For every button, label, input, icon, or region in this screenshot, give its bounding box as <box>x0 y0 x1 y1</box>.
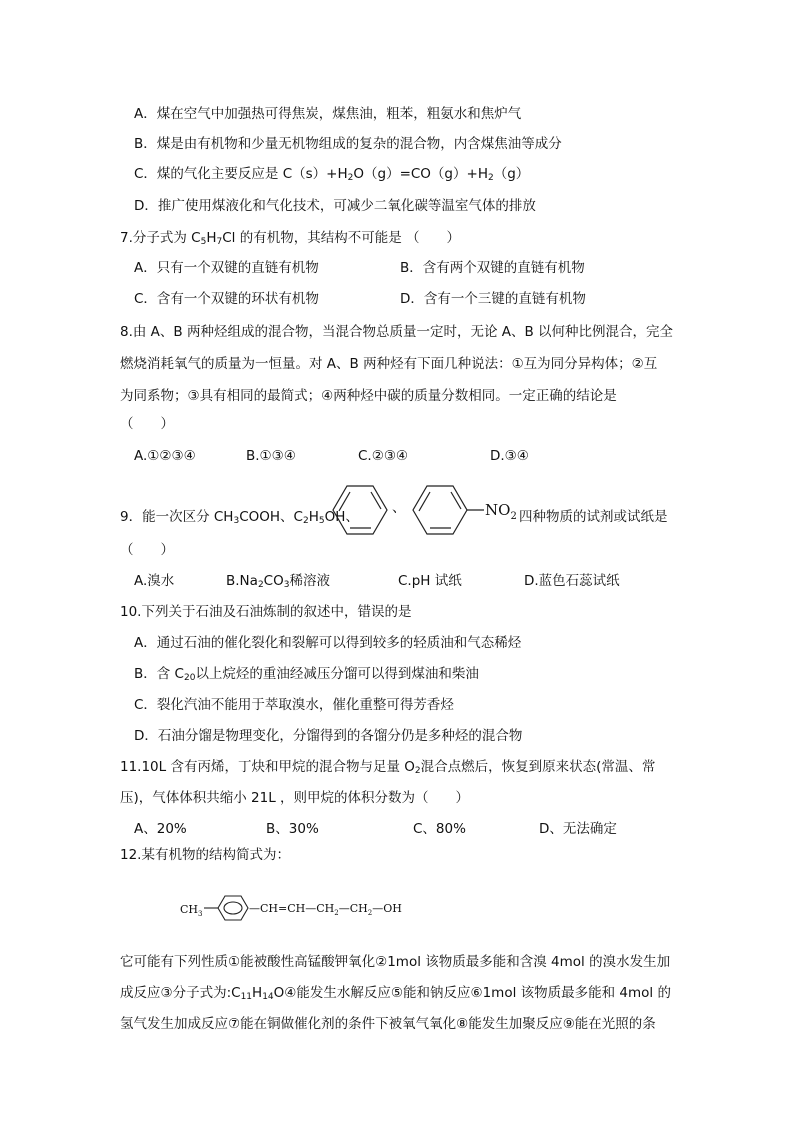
q12-stem: 12.某有机物的结构简式为： <box>120 847 290 863</box>
q6-option-c: C．煤的气化主要反应是 $C(s)+H_2O(g)=CO(g)+H_2(g)$ <box>134 166 530 183</box>
q6-option-b: B．煤是由有机物和少量无机物组成的复杂的混合物，内含煤焦油等成分 <box>134 136 562 152</box>
benzene-ring-icon <box>333 486 387 534</box>
methyl-label: $CH_3$ <box>180 903 203 918</box>
q7-option-a: A．只有一个双键的直链有机物 <box>134 260 319 276</box>
q8-option-c: C.②③④ <box>358 448 409 464</box>
q7-option-b: B．含有两个双键的直链有机物 <box>400 260 585 276</box>
q8-stem-line1: 8.由 A、B 两种烃组成的混合物，当混合物总质量一定时，无论 A、B 以何种比例混合，完全 <box>120 324 674 340</box>
q12-text-line3: 氢气发生加成反应⑦能在铜做催化剂的条件下被氧气氧化⑧能发生加聚反应⑨能在光照的条 <box>120 1016 656 1032</box>
q11-option-d: D、无法确定 <box>539 821 617 837</box>
benzene-ring-icon <box>204 896 248 920</box>
benzene-nitrobenzene-structures <box>318 478 518 542</box>
q12-text-line2: 成反应③分子式为$:C_{11}H_{14}O④$能发生水解反应⑤能和钠反应⑥1mol 该物质最多能和 4mol 的 <box>120 985 671 1002</box>
q7-option-d: D．含有一个三键的直链有机物 <box>400 291 586 307</box>
q12-structure-formula <box>178 876 418 926</box>
q9-paren: （ ） <box>120 542 174 558</box>
q8-option-d: D.③④ <box>490 448 529 464</box>
nitro-group-label: $NO_2$ <box>485 501 517 522</box>
q8-stem-line4: （ ） <box>120 416 174 432</box>
q6-option-a: A．煤在空气中加强热可得焦炭，煤焦油，粗苯，粗氨水和焦炉气 <box>134 106 522 122</box>
q9-option-b: $B.Na_2CO_3$稀溶液 <box>226 573 330 590</box>
q11-option-c: C、80% <box>413 821 466 837</box>
q10-option-d: D．石油分馏是物理变化，分馏得到的各馏分仍是多种烃的混合物 <box>134 728 523 744</box>
q8-option-b: B.①③④ <box>246 448 296 464</box>
q11-stem-line2: 压)，气体体积共缩小 21L ，则甲烷的体积分数为（ ） <box>120 790 470 806</box>
q9-stem: 9．能一次区分 $CH_3COOH$、$C_2H_5OH$、 <box>120 509 359 526</box>
q11-stem-line1: 11.10L 含有丙烯，丁炔和甲烷的混合物与足量 $O_2$混合点燃后，恢复到原来状态(常温、常 <box>120 759 656 776</box>
side-chain-label: $—CH=CH—CH_2—CH_2—OH$ <box>249 902 402 917</box>
separator: 、 <box>392 500 406 516</box>
q10-option-c: C．裂化汽油不能用于萃取溴水，催化重整可得芳香烃 <box>134 697 454 713</box>
q11-option-b: B、30% <box>266 821 319 837</box>
q6-option-d: D．推广使用煤液化和气化技术，可减少二氧化碳等温室气体的排放 <box>134 198 536 214</box>
q7-option-c: C．含有一个双键的环状有机物 <box>134 291 319 307</box>
q7-stem: 7.分子式为 $C_5H_7Cl$ 的有机物，其结构不可能是 （ ） <box>120 230 460 247</box>
q8-option-a: A.①②③④ <box>134 448 196 464</box>
q11-option-a: A、20% <box>134 821 187 837</box>
q10-option-a: A．通过石油的催化裂化和裂解可以得到较多的轻质油和气态稀烃 <box>134 635 522 651</box>
q9-option-a: A.溴水 <box>134 573 175 589</box>
nitrobenzene-ring-icon <box>413 486 484 534</box>
q8-stem-line2: 燃烧消耗氧气的质量为一恒量。对 A、B 两种烃有下面几种说法：①互为同分异构体；②互 <box>120 356 658 372</box>
q10-option-b: B．含 $C_{20}$以上烷烃的重油经减压分馏可以得到煤油和柴油 <box>134 666 479 683</box>
q9-option-d: D.蓝色石蕊试纸 <box>524 573 620 589</box>
q12-text-line1: 它可能有下列性质①能被酸性高锰酸钾氧化②1mol 该物质最多能和含溴 4mol 的溴水发生加 <box>120 954 671 970</box>
q10-stem: 10.下列关于石油及石油炼制的叙述中，错误的是 <box>120 604 412 620</box>
q8-stem-line3: 为同系物；③具有相同的最简式；④两种烃中碳的质量分数相同。一定正确的结论是 <box>120 388 617 404</box>
q9-option-c: C.pH 试纸 <box>398 573 462 589</box>
q9-stem-end: 四种物质的试剂或试纸是 <box>519 509 668 525</box>
